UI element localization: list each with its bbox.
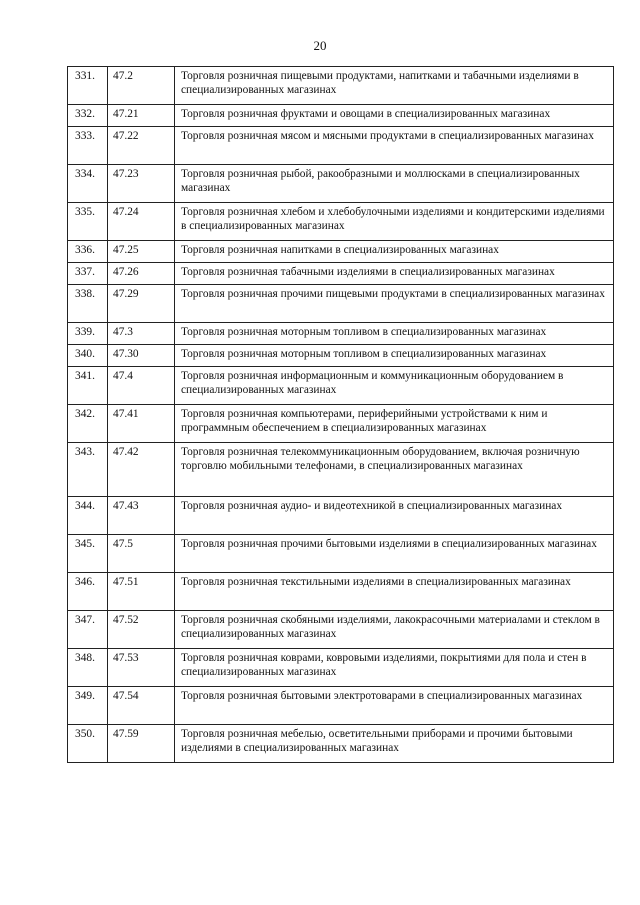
table-row bbox=[68, 241, 614, 263]
row-number: 347. bbox=[68, 611, 108, 649]
row-number: 335. bbox=[68, 203, 108, 241]
activity-code: 47.54 bbox=[108, 687, 175, 725]
activity-name: Торговля розничная моторным топливом в специализированных магазинах bbox=[175, 323, 614, 345]
table-row bbox=[68, 725, 614, 763]
table-row bbox=[68, 285, 614, 323]
table-row bbox=[68, 165, 614, 203]
activity-code: 47.41 bbox=[108, 405, 175, 443]
activity-code: 47.2 bbox=[108, 67, 175, 105]
row-number: 342. bbox=[68, 405, 108, 443]
table-row bbox=[68, 345, 614, 367]
activity-code: 47.43 bbox=[108, 497, 175, 535]
row-number: 343. bbox=[68, 443, 108, 497]
activity-code: 47.25 bbox=[108, 241, 175, 263]
table-row bbox=[68, 611, 614, 649]
table-row bbox=[68, 263, 614, 285]
activity-name: Торговля розничная табачными изделиями в специализированных магазинах bbox=[175, 263, 614, 285]
row-number: 338. bbox=[68, 285, 108, 323]
table-row bbox=[68, 535, 614, 573]
activity-name: Торговля розничная информационным и коммуникационным оборудованием в специализированных магазинах bbox=[175, 367, 614, 405]
activity-name: Торговля розничная компьютерами, периферийными устройствами к ним и программным обеспечением в специализированных магазинах bbox=[175, 405, 614, 443]
activity-name: Торговля розничная прочими пищевыми продуктами в специализированных магазинах bbox=[175, 285, 614, 323]
activity-code: 47.53 bbox=[108, 649, 175, 687]
table-row bbox=[68, 443, 614, 497]
activity-code: 47.26 bbox=[108, 263, 175, 285]
row-number: 337. bbox=[68, 263, 108, 285]
activity-code: 47.29 bbox=[108, 285, 175, 323]
activity-name: Торговля розничная текстильными изделиями в специализированных магазинах bbox=[175, 573, 614, 611]
row-number: 348. bbox=[68, 649, 108, 687]
activity-name: Торговля розничная пищевыми продуктами, напитками и табачными изделиями в специализированных магазинах bbox=[175, 67, 614, 105]
page-number: 20 bbox=[313, 38, 327, 53]
activity-name: Торговля розничная аудио- и видеотехникой в специализированных магазинах bbox=[175, 497, 614, 535]
table-row bbox=[68, 405, 614, 443]
activity-code: 47.42 bbox=[108, 443, 175, 497]
table-row bbox=[68, 105, 614, 127]
row-number: 341. bbox=[68, 367, 108, 405]
activity-code: 47.24 bbox=[108, 203, 175, 241]
table-row bbox=[68, 687, 614, 725]
row-number: 339. bbox=[68, 323, 108, 345]
activity-name: Торговля розничная фруктами и овощами в специализированных магазинах bbox=[175, 105, 614, 127]
activity-code: 47.21 bbox=[108, 105, 175, 127]
activity-name: Торговля розничная бытовыми электротоварами в специализированных магазинах bbox=[175, 687, 614, 725]
activity-name: Торговля розничная прочими бытовыми изделиями в специализированных магазинах bbox=[175, 535, 614, 573]
activity-name: Торговля розничная моторным топливом в специализированных магазинах bbox=[175, 345, 614, 367]
activity-code: 47.59 bbox=[108, 725, 175, 763]
table-row bbox=[68, 497, 614, 535]
activity-code: 47.22 bbox=[108, 127, 175, 165]
row-number: 336. bbox=[68, 241, 108, 263]
table-row bbox=[68, 367, 614, 405]
activity-name: Торговля розничная хлебом и хлебобулочными изделиями и кондитерскими изделиями в специализированных магазинах bbox=[175, 203, 614, 241]
activity-code: 47.52 bbox=[108, 611, 175, 649]
activity-name: Торговля розничная рыбой, ракообразными и моллюсками в специализированных магазинах bbox=[175, 165, 614, 203]
row-number: 345. bbox=[68, 535, 108, 573]
row-number: 349. bbox=[68, 687, 108, 725]
activity-code: 47.3 bbox=[108, 323, 175, 345]
activity-name: Торговля розничная скобяными изделиями, лакокрасочными материалами и стеклом в специализированных магазинах bbox=[175, 611, 614, 649]
activity-code: 47.23 bbox=[108, 165, 175, 203]
activity-name: Торговля розничная мебелью, осветительными приборами и прочими бытовыми изделиями в специализированных магазинах bbox=[175, 725, 614, 763]
row-number: 344. bbox=[68, 497, 108, 535]
activity-name: Торговля розничная телекоммуникационным оборудованием, включая розничную торговлю мобильными телефонами, в специализированных магазинах bbox=[175, 443, 614, 497]
activity-code: 47.5 bbox=[108, 535, 175, 573]
activity-code: 47.30 bbox=[108, 345, 175, 367]
row-number: 350. bbox=[68, 725, 108, 763]
activity-codes-table bbox=[67, 66, 614, 763]
activity-code: 47.51 bbox=[108, 573, 175, 611]
table-row bbox=[68, 127, 614, 165]
activity-code: 47.4 bbox=[108, 367, 175, 405]
activity-name: Торговля розничная напитками в специализированных магазинах bbox=[175, 241, 614, 263]
activity-name: Торговля розничная коврами, ковровыми изделиями, покрытиями для пола и стен в специализированных магазинах bbox=[175, 649, 614, 687]
row-number: 346. bbox=[68, 573, 108, 611]
table-row bbox=[68, 203, 614, 241]
table-row bbox=[68, 649, 614, 687]
row-number: 340. bbox=[68, 345, 108, 367]
row-number: 333. bbox=[68, 127, 108, 165]
table-row bbox=[68, 323, 614, 345]
activity-name: Торговля розничная мясом и мясными продуктами в специализированных магазинах bbox=[175, 127, 614, 165]
row-number: 332. bbox=[68, 105, 108, 127]
table-row bbox=[68, 573, 614, 611]
row-number: 334. bbox=[68, 165, 108, 203]
table-row bbox=[68, 67, 614, 105]
row-number: 331. bbox=[68, 67, 108, 105]
